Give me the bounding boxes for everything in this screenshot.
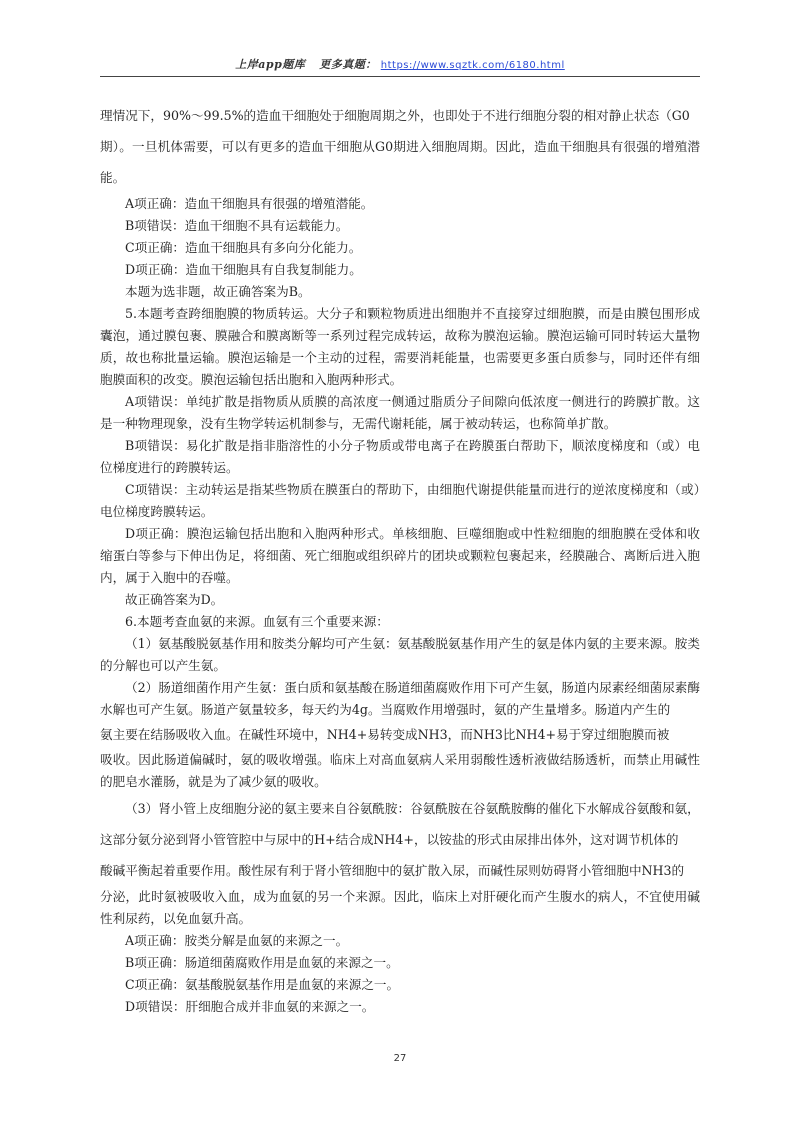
paragraph: B项正确：肠道细菌腐败作用是血氨的来源之一。 bbox=[125, 955, 399, 970]
paragraph: 分泌，此时氨被吸收入血，成为血氨的另一个来源。因此，临床上对肝硬化而产生腹水的病人，不宜使用碱性利尿药，以免血氨升高。 bbox=[100, 889, 700, 926]
paragraph: A项正确：造血干细胞具有很强的增殖潜能。 bbox=[125, 196, 374, 211]
paragraph: 这部分氨分泌到肾小管管腔中与尿中的H+结合成NH4+，以铵盐的形式由尿排出体外，这对调节机体的 bbox=[100, 832, 679, 847]
paragraph: A项正确：胺类分解是血氨的来源之一。 bbox=[125, 933, 349, 948]
paragraph: 期）。一旦机体需要，可以有更多的造血干细胞从G0期进入细胞周期。因此，造血干细胞具有很强的增殖潜能。 bbox=[100, 139, 700, 185]
paragraph: （2）肠道细菌作用产生氨：蛋白质和氨基酸在肠道细菌腐败作用下可产生氨，肠道内尿素经细菌尿素酶水解也可产生氨。肠道产氨量较多，每天约为4g。当腐败作用增强时，氨的产生量增多。肠道内产生的 bbox=[100, 680, 700, 717]
paragraph: 理情况下，90%～99.5%的造血干细胞处于细胞周期之外，也即处于不进行细胞分裂的相对静止状态（G0 bbox=[100, 108, 690, 123]
paragraph: D项正确：造血干细胞具有自我复制能力。 bbox=[125, 262, 362, 277]
page-header bbox=[100, 56, 700, 72]
paragraph: 故正确答案为D。 bbox=[125, 592, 224, 607]
header-more-label: 更多真题： bbox=[319, 58, 377, 71]
paragraph: C项错误：主动转运是指某些物质在膜蛋白的帮助下，由细胞代谢提供能量而进行的逆浓度梯度和（或）电位梯度跨膜转运。 bbox=[100, 482, 700, 519]
paragraph: 吸收。因此肠道偏碱时，氨的吸收增强。临床上对高血氨病人采用弱酸性透析液做结肠透析，而禁止用碱性的肥皂水灌肠，就是为了减少氨的吸收。 bbox=[100, 752, 700, 789]
paragraph: 5.本题考查跨细胞膜的物质转运。大分子和颗粒物质进出细胞并不直接穿过细胞膜，而是由膜包围形成囊泡，通过膜包裹、膜融合和膜离断等一系列过程完成转运，故称为膜泡运输。膜泡运输可同时转运大量物质，故也称批量运输。膜泡运输是一个主动的过程，需要消耗能量，也需要更多蛋白质参与，同时还伴有细胞膜面积的改变。膜泡运输包括出胞和入胞两种形式。 bbox=[100, 306, 700, 387]
paragraph: 本题为选非题，故正确答案为B。 bbox=[125, 284, 311, 299]
header-link[interactable]: https://www.sqztk.com/6180.html bbox=[380, 60, 565, 71]
paragraph: （3）肾小管上皮细胞分泌的氨主要来自谷氨酰胺：谷氨酰胺在谷氨酰胺酶的催化下水解成谷氨酸和氨， bbox=[125, 801, 700, 816]
paragraph: B项错误：易化扩散是指非脂溶性的小分子物质或带电离子在跨膜蛋白帮助下，顺浓度梯度和（或）电位梯度进行的跨膜转运。 bbox=[100, 438, 700, 475]
header-divider bbox=[100, 76, 700, 77]
paragraph: 酸碱平衡起着重要作用。酸性尿有利于肾小管细胞中的氨扩散入尿，而碱性尿则妨碍肾小管细胞中NH3的 bbox=[100, 863, 685, 878]
paragraph: 氨主要在结肠吸收入血。在碱性环境中，NH4+易转变成NH3，而NH3比NH4+易于穿过细胞膜而被 bbox=[100, 727, 670, 742]
paragraph: C项正确：氨基酸脱氨基作用是血氨的来源之一。 bbox=[125, 977, 400, 992]
paragraph: A项错误：单纯扩散是指物质从质膜的高浓度一侧通过脂质分子间隙向低浓度一侧进行的跨膜扩散。这是一种物理现象，没有生物学转运机制参与，无需代谢耗能，属于被动转运，也称简单扩散。 bbox=[100, 394, 700, 431]
paragraph: 6.本题考查血氨的来源。血氨有三个重要来源： bbox=[125, 614, 389, 629]
header-title: 上岸app题库 bbox=[235, 58, 306, 71]
paragraph: C项正确：造血干细胞具有多向分化能力。 bbox=[125, 240, 362, 255]
paragraph: D项错误：肝细胞合成并非血氨的来源之一。 bbox=[125, 999, 375, 1014]
page-number: 27 bbox=[393, 1053, 407, 1064]
document-body bbox=[100, 100, 700, 1018]
paragraph: D项正确：膜泡运输包括出胞和入胞两种形式。单核细胞、巨噬细胞或中性粒细胞的细胞膜在受体和收缩蛋白等参与下伸出伪足，将细菌、死亡细胞或组织碎片的团块或颗粒包裹起来，经膜融合、离断后进入胞内，属于入胞中的吞噬。 bbox=[100, 526, 700, 585]
paragraph: B项错误：造血干细胞不具有运载能力。 bbox=[125, 218, 349, 233]
paragraph: （1）氨基酸脱氨基作用和胺类分解均可产生氨：氨基酸脱氨基作用产生的氨是体内氨的主要来源。胺类的分解也可以产生氨。 bbox=[100, 636, 700, 673]
